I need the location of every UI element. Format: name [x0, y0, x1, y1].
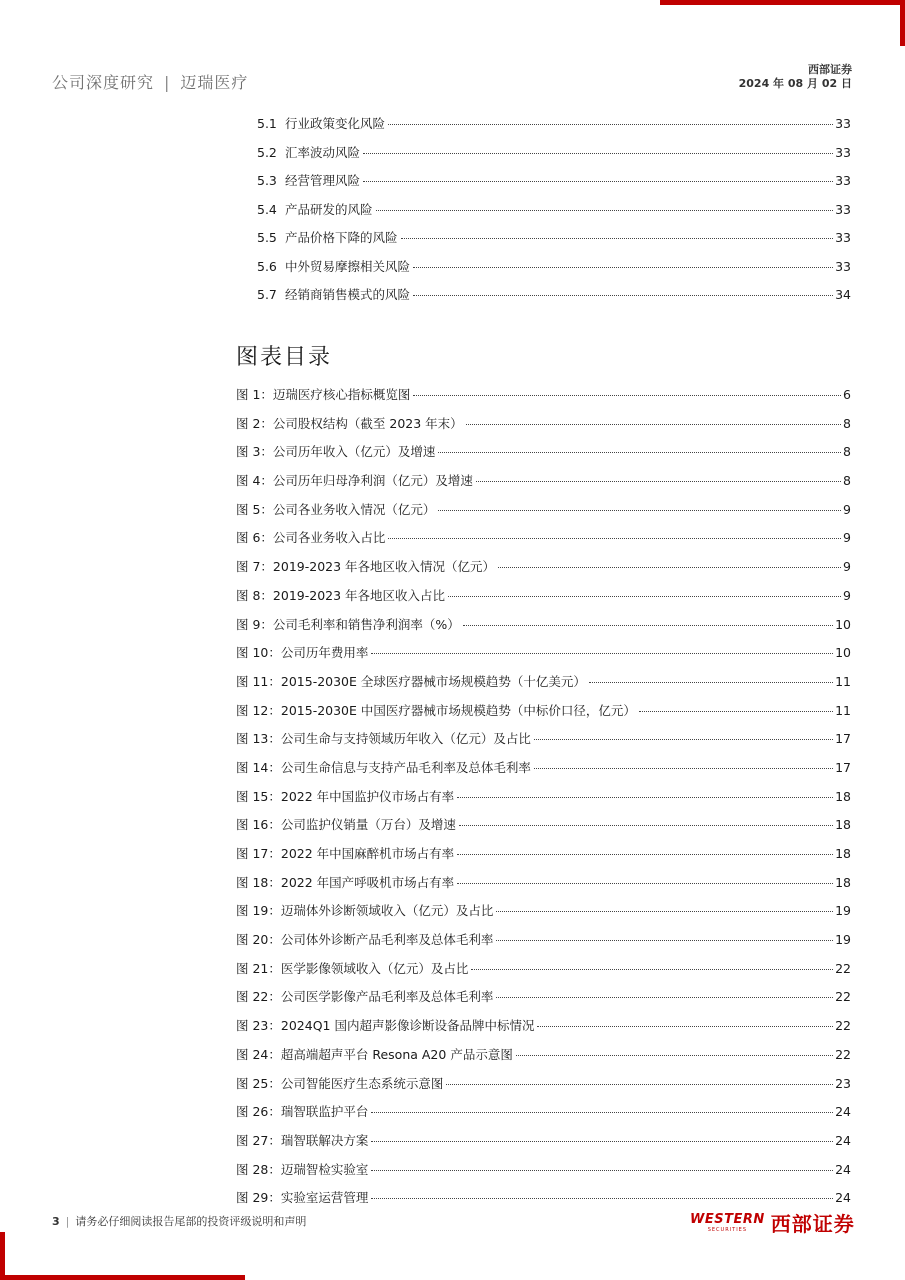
figure-entry-page: 17: [835, 731, 851, 747]
figure-entry[interactable]: [236, 528, 851, 557]
figure-entry[interactable]: [236, 815, 851, 844]
figure-leader-dots: [589, 682, 833, 683]
figure-entry-page: 19: [835, 903, 851, 919]
figure-entry-page: 8: [843, 444, 851, 460]
figure-entry[interactable]: [236, 1045, 851, 1074]
figure-leader-dots: [457, 797, 833, 798]
figure-entry-title: 图 16：公司监护仪销量（万台）及增速: [236, 817, 456, 833]
figure-entry[interactable]: [236, 987, 851, 1016]
logo-english-text: WESTERN: [690, 1211, 765, 1227]
figure-entry[interactable]: [236, 1160, 851, 1189]
toc-entry[interactable]: [257, 200, 851, 229]
toc-entry-number: 5.2: [257, 144, 277, 160]
figure-entry-title: 图 6：公司各业务收入占比: [236, 530, 386, 546]
figure-entry[interactable]: [236, 414, 851, 443]
figure-entry-page: 11: [835, 702, 851, 718]
figure-entry-title: 图 11：2015-2030E 全球医疗器械市场规模趋势（十亿美元）: [236, 673, 586, 689]
figure-leader-dots: [371, 1170, 833, 1171]
figure-leader-dots: [446, 1084, 833, 1085]
figure-entry[interactable]: [236, 615, 851, 644]
figure-entry-page: 22: [835, 1046, 851, 1062]
toc-entry-page: 33: [835, 201, 851, 217]
corner-accent-bottom-horizontal: [0, 1275, 245, 1280]
figure-entry-title: 图 14：公司生命信息与支持产品毛利率及总体毛利率: [236, 759, 531, 775]
corner-accent-top-horizontal: [660, 0, 905, 5]
toc-entry-page: 33: [835, 230, 851, 245]
figure-entry-title: 图 17：2022 年中国麻醉机市场占有率: [236, 846, 455, 861]
figure-entry-page: 24: [835, 1161, 851, 1177]
corner-accent-bottom-vertical: [0, 1232, 5, 1280]
figure-entry[interactable]: [236, 1074, 851, 1103]
toc-entry[interactable]: [257, 171, 851, 200]
figure-entry-page: 8: [843, 473, 851, 489]
figure-entry[interactable]: [236, 385, 851, 414]
header-separator: |: [164, 73, 171, 92]
figure-entry-title: 图 12：2015-2030E 中国医疗器械市场规模趋势（中标价口径，亿元）: [236, 702, 636, 718]
toc-leader-dots: [413, 267, 833, 268]
broker-name: 西部证券: [808, 63, 852, 76]
toc-entry-number: 5.3: [257, 173, 277, 188]
figure-entry-title: 图 25：公司智能医疗生态系统示意图: [236, 1075, 444, 1091]
figure-entry[interactable]: [236, 758, 851, 787]
figure-entry-title: 图 3：公司历年收入（亿元）及增速: [236, 444, 436, 460]
figure-entry-title: 图 22：公司医学影像产品毛利率及总体毛利率: [236, 989, 494, 1005]
toc-entry-title: 经营管理风险: [285, 173, 361, 188]
toc-entry-title: 产品价格下降的风险: [285, 230, 398, 245]
page-number: 3: [52, 1215, 60, 1228]
toc-entry-number: 5.1: [257, 116, 277, 131]
figure-leader-dots: [457, 883, 833, 884]
figure-entry-title: 图 19：迈瑞体外诊断领域收入（亿元）及占比: [236, 903, 494, 919]
figure-entry-page: 9: [843, 559, 851, 575]
report-header: [52, 70, 248, 93]
figure-entry-page: 24: [835, 1190, 851, 1206]
figure-entry[interactable]: [236, 901, 851, 930]
toc-entry-number: 5.4: [257, 201, 277, 217]
figure-leader-dots: [516, 1055, 833, 1056]
figure-entry-page: 18: [835, 788, 851, 804]
toc-entry[interactable]: [257, 285, 851, 314]
figure-leader-dots: [371, 653, 833, 654]
figure-entry[interactable]: [236, 930, 851, 959]
toc-entry-title: 产品研发的风险: [285, 201, 373, 217]
table-of-contents: [257, 114, 851, 314]
figure-leader-dots: [413, 395, 841, 396]
figure-entry-title: 图 2：公司股权结构（截至 2023 年末）: [236, 415, 463, 431]
figure-entry[interactable]: [236, 787, 851, 816]
figure-leader-dots: [496, 940, 833, 941]
figure-leader-dots: [496, 997, 833, 998]
figure-leader-dots: [471, 969, 833, 970]
report-type: 公司深度研究: [52, 73, 155, 92]
figure-entry[interactable]: [236, 959, 851, 988]
toc-entry[interactable]: [257, 114, 851, 143]
figure-leader-dots: [496, 911, 833, 912]
figure-entry-title: 图 28：迈瑞智检实验室: [236, 1161, 369, 1177]
corner-accent-top-vertical: [900, 0, 905, 46]
toc-entry-title: 行业政策变化风险: [285, 116, 386, 131]
figure-entry-title: 图 18：2022 年国产呼吸机市场占有率: [236, 874, 455, 890]
western-securities-logo: [690, 1208, 855, 1237]
figure-entry-page: 19: [835, 932, 851, 948]
figure-leader-dots: [371, 1198, 833, 1199]
figure-entry-title: 图 26：瑞智联监护平台: [236, 1104, 369, 1120]
figures-heading: 图表目录: [236, 345, 333, 370]
figure-entry-page: 10: [835, 616, 851, 632]
header-meta: [739, 63, 852, 91]
figure-leader-dots: [537, 1026, 833, 1027]
figure-entry-page: 10: [835, 645, 851, 661]
figure-leader-dots: [534, 739, 833, 740]
figure-leader-dots: [438, 510, 841, 511]
logo-english: [690, 1213, 765, 1233]
report-date: 2024 年 08 月 02 日: [738, 77, 852, 90]
figure-leader-dots: [448, 596, 841, 597]
toc-entry-number: 5.7: [257, 287, 277, 302]
figure-entry-page: 17: [835, 759, 851, 775]
footer-disclaimer: [52, 1213, 306, 1229]
figure-entry-page: 18: [835, 874, 851, 890]
figure-entry-page: 23: [835, 1075, 851, 1091]
toc-entry-number: 5.6: [257, 258, 277, 274]
toc-leader-dots: [363, 153, 833, 154]
figure-entry-title: 图 10：公司历年费用率: [236, 645, 369, 661]
figure-leader-dots: [459, 825, 833, 826]
figure-entry-title: 图 20：公司体外诊断产品毛利率及总体毛利率: [236, 932, 494, 948]
figure-entry-title: 图 13：公司生命与支持领域历年收入（亿元）及占比: [236, 731, 531, 747]
company-name: 迈瑞医疗: [180, 73, 249, 92]
figure-entry[interactable]: [236, 442, 851, 471]
figure-entry[interactable]: [236, 586, 851, 615]
figure-entry-page: 18: [835, 846, 851, 861]
figure-entry-title: 图 23：2024Q1 国内超声影像诊断设备品牌中标情况: [236, 1018, 535, 1034]
toc-entry-number: 5.5: [257, 230, 277, 245]
toc-leader-dots: [401, 238, 834, 239]
toc-leader-dots: [413, 295, 833, 296]
figure-entry[interactable]: [236, 557, 851, 586]
figure-entry-page: 22: [835, 1018, 851, 1034]
figure-entry-page: 11: [835, 673, 851, 689]
toc-entry-page: 33: [835, 173, 851, 188]
figure-entry[interactable]: [236, 500, 851, 529]
figure-entry-title: 图 27：瑞智联解决方案: [236, 1132, 369, 1148]
logo-english-subtext: SECURITIES: [707, 1226, 748, 1233]
figure-entry[interactable]: [236, 873, 851, 902]
logo-chinese-text: 西部证券: [770, 1212, 855, 1236]
figure-leader-dots: [463, 625, 833, 626]
figure-entry-title: 图 4：公司历年归母净利润（亿元）及增速: [236, 473, 473, 489]
figure-leader-dots: [466, 424, 841, 425]
figure-entry-title: 图 24：超高端超声平台 Resona A20 产品示意图: [236, 1046, 513, 1062]
figure-entry-title: 图 15：2022 年中国监护仪市场占有率: [236, 788, 455, 804]
toc-entry[interactable]: [257, 257, 851, 286]
figure-leader-dots: [498, 567, 841, 568]
figure-entry-page: 22: [835, 960, 851, 976]
figure-entry[interactable]: [236, 643, 851, 672]
figure-entry[interactable]: [236, 1131, 851, 1160]
toc-leader-dots: [363, 181, 833, 182]
figure-leader-dots: [388, 538, 841, 539]
figure-entry[interactable]: [236, 844, 851, 873]
figure-list: [236, 385, 851, 1217]
toc-entry-title: 汇率波动风险: [285, 144, 361, 160]
figure-entry-page: 24: [835, 1132, 851, 1148]
figure-leader-dots: [438, 452, 841, 453]
toc-entry-page: 33: [835, 258, 851, 274]
disclaimer-text: 请务必仔细阅读报告尾部的投资评级说明和声明: [75, 1215, 307, 1228]
toc-entry-page: 33: [835, 116, 851, 131]
toc-entry-title: 中外贸易摩擦相关风险: [285, 258, 411, 274]
figure-entry[interactable]: [236, 1016, 851, 1045]
figure-entry[interactable]: [236, 672, 851, 701]
figure-entry-title: 图 21：医学影像领域收入（亿元）及占比: [236, 960, 469, 976]
figure-entry[interactable]: [236, 729, 851, 758]
figure-leader-dots: [639, 711, 833, 712]
figure-entry[interactable]: [236, 471, 851, 500]
figure-entry-page: 9: [843, 501, 851, 517]
figure-entry-title: 图 29：实验室运营管理: [236, 1190, 369, 1206]
toc-leader-dots: [388, 124, 833, 125]
figure-entry[interactable]: [236, 701, 851, 730]
figure-leader-dots: [371, 1141, 833, 1142]
figure-entry-page: 22: [835, 989, 851, 1005]
toc-entry-page: 34: [835, 287, 851, 302]
footer-separator: |: [65, 1215, 70, 1228]
toc-entry[interactable]: [257, 143, 851, 172]
figure-entry-title: 图 9：公司毛利率和销售净利润率（%）: [236, 616, 460, 632]
toc-leader-dots: [376, 210, 834, 211]
figure-entry-page: 9: [843, 587, 851, 603]
figure-entry-title: 图 8：2019-2023 年各地区收入占比: [236, 587, 446, 603]
toc-entry-page: 33: [835, 144, 851, 160]
figure-entry-page: 6: [843, 387, 851, 402]
figure-entry-page: 24: [835, 1104, 851, 1120]
figure-entry-title: 图 1：迈瑞医疗核心指标概览图: [236, 387, 411, 402]
figure-entry-page: 8: [843, 415, 851, 431]
figure-entry-page: 9: [843, 530, 851, 546]
toc-entry-title: 经销商销售模式的风险: [285, 287, 411, 302]
figure-leader-dots: [371, 1112, 833, 1113]
toc-entry[interactable]: [257, 228, 851, 257]
figure-leader-dots: [457, 854, 833, 855]
figure-entry-page: 18: [835, 817, 851, 833]
figure-entry-title: 图 7：2019-2023 年各地区收入情况（亿元）: [236, 559, 496, 575]
figure-entry[interactable]: [236, 1102, 851, 1131]
figure-entry-title: 图 5：公司各业务收入情况（亿元）: [236, 501, 436, 517]
figure-leader-dots: [534, 768, 833, 769]
figure-leader-dots: [476, 481, 841, 482]
